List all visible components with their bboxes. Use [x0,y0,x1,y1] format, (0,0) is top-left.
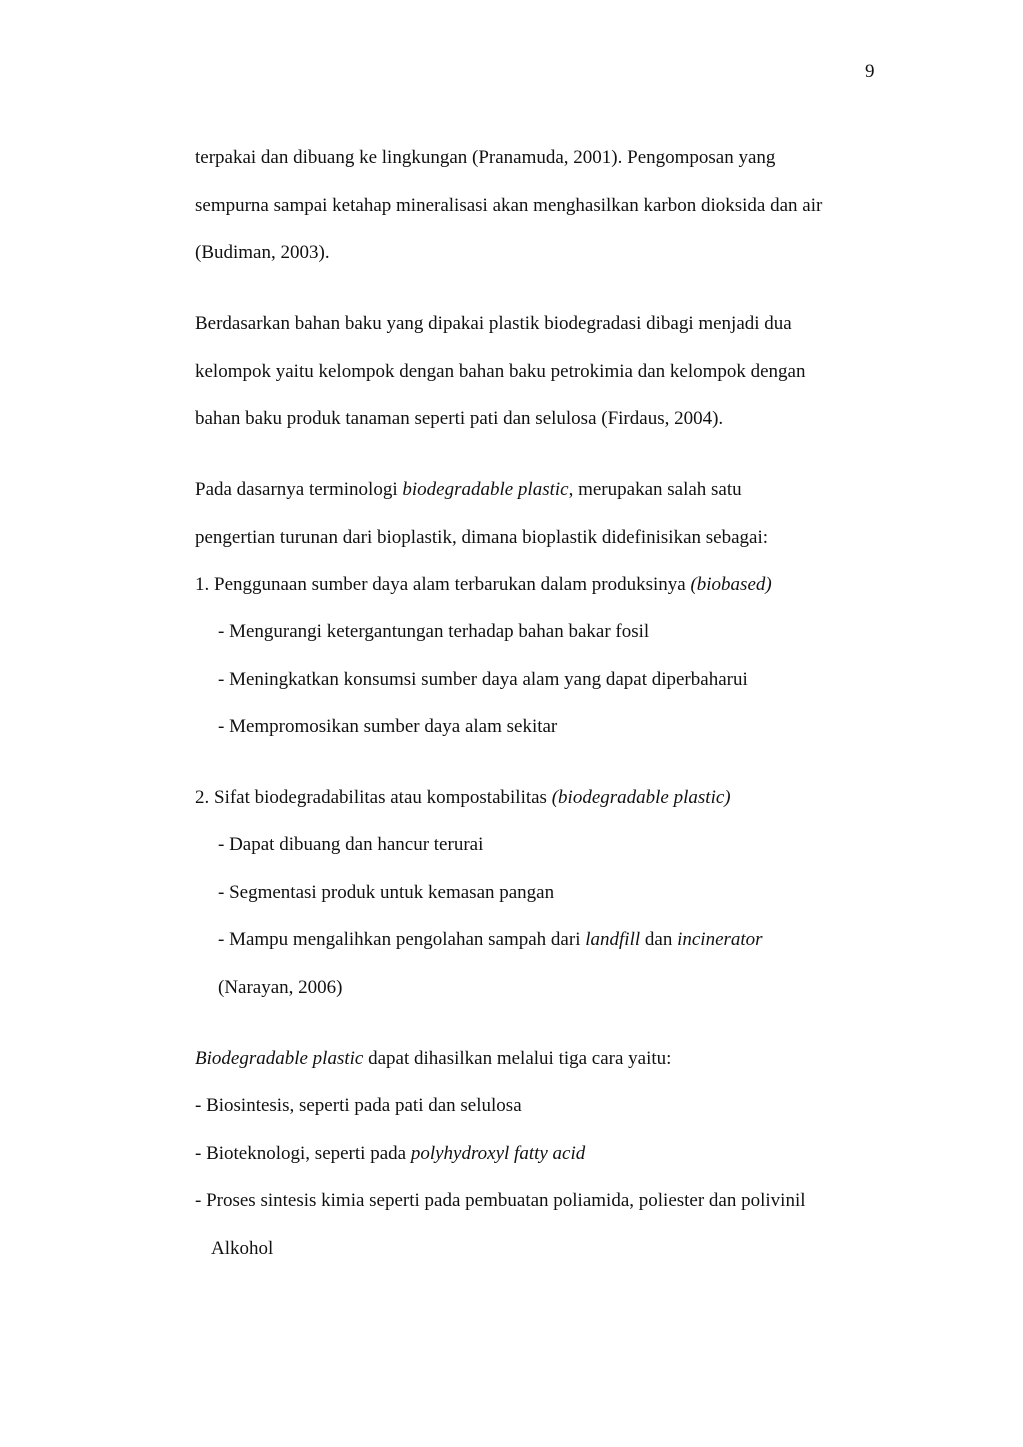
list-2-item: - Segmentasi produk untuk kemasan pangan [218,882,555,903]
paragraph-4-line-1 [195,1047,671,1071]
list-1-item: - Mempromosikan sumber daya alam sekitar [218,716,558,737]
paragraph-2-line-1: Berdasarkan bahan baku yang dipakai plastik biodegradasi dibagi menjadi dua [195,313,792,334]
landfill-term: landfill [585,929,641,950]
paragraph-4-item-2 [195,1142,585,1166]
paragraph-4-item-2-term: polyhydroxyl fatty acid [410,1143,586,1164]
paragraph-1-line-2: sempurna sampai ketahap mineralisasi akan menghasilkan karbon dioksida dan air [195,195,823,216]
paragraph-4-text: dapat dihasilkan melalui tiga cara yaitu: [363,1048,672,1069]
list-1-item: - Meningkatkan konsumsi sumber daya alam yang dapat diperbaharui [218,669,748,690]
paragraph-4-item-3-continuation: Alkohol [211,1238,274,1259]
paragraph-3-term: biodegradable plastic [402,479,569,500]
incinerator-term: incinerator [677,929,763,950]
list-2-item [218,928,763,952]
paragraph-3-line-2: pengertian turunan dari bioplastik, dimana bioplastik didefinisikan sebagai: [195,527,769,548]
list-2-heading-text: 2. Sifat biodegradabilitas atau kompostabilitas [195,787,552,808]
list-1-item: - Mengurangi ketergantungan terhadap bahan bakar fosil [218,621,650,642]
paragraph-4-item-2-text: - Bioteknologi, seperti pada [195,1143,411,1164]
paragraph-3-text-end: , merupakan salah satu [568,479,742,500]
paragraph-4-item-3: - Proses sintesis kimia seperti pada pembuatan poliamida, poliester dan polivinil [195,1190,806,1211]
page-number: 9 [865,61,875,82]
list-2-item: - Dapat dibuang dan hancur terurai [218,834,484,855]
paragraph-2-line-2: kelompok yaitu kelompok dengan bahan baku petrokimia dan kelompok dengan [195,361,806,382]
paragraph-1-line-3: (Budiman, 2003). [195,242,330,263]
list-1-heading [195,573,772,597]
list-2-heading-term: (biodegradable plastic) [551,787,731,808]
list-2-item-3-mid: dan [640,929,678,950]
list-1-heading-term: (biobased) [690,574,772,595]
paragraph-4-item-1: - Biosintesis, seperti pada pati dan selulosa [195,1095,522,1116]
list-2-citation: (Narayan, 2006) [218,977,343,998]
paragraph-4-term: Biodegradable plastic [195,1048,364,1069]
list-2-heading [195,786,731,810]
list-1-heading-text: 1. Penggunaan sumber daya alam terbarukan dalam produksinya [195,574,691,595]
paragraph-3-text: Pada dasarnya terminologi [195,479,403,500]
paragraph-1-line-1: terpakai dan dibuang ke lingkungan (Pranamuda, 2001). Pengomposan yang [195,147,776,168]
list-2-item-3-text: - Mampu mengalihkan pengolahan sampah dari [218,929,586,950]
paragraph-3-line-1 [195,478,742,502]
paragraph-2-line-3: bahan baku produk tanaman seperti pati dan selulosa (Firdaus, 2004). [195,408,724,429]
